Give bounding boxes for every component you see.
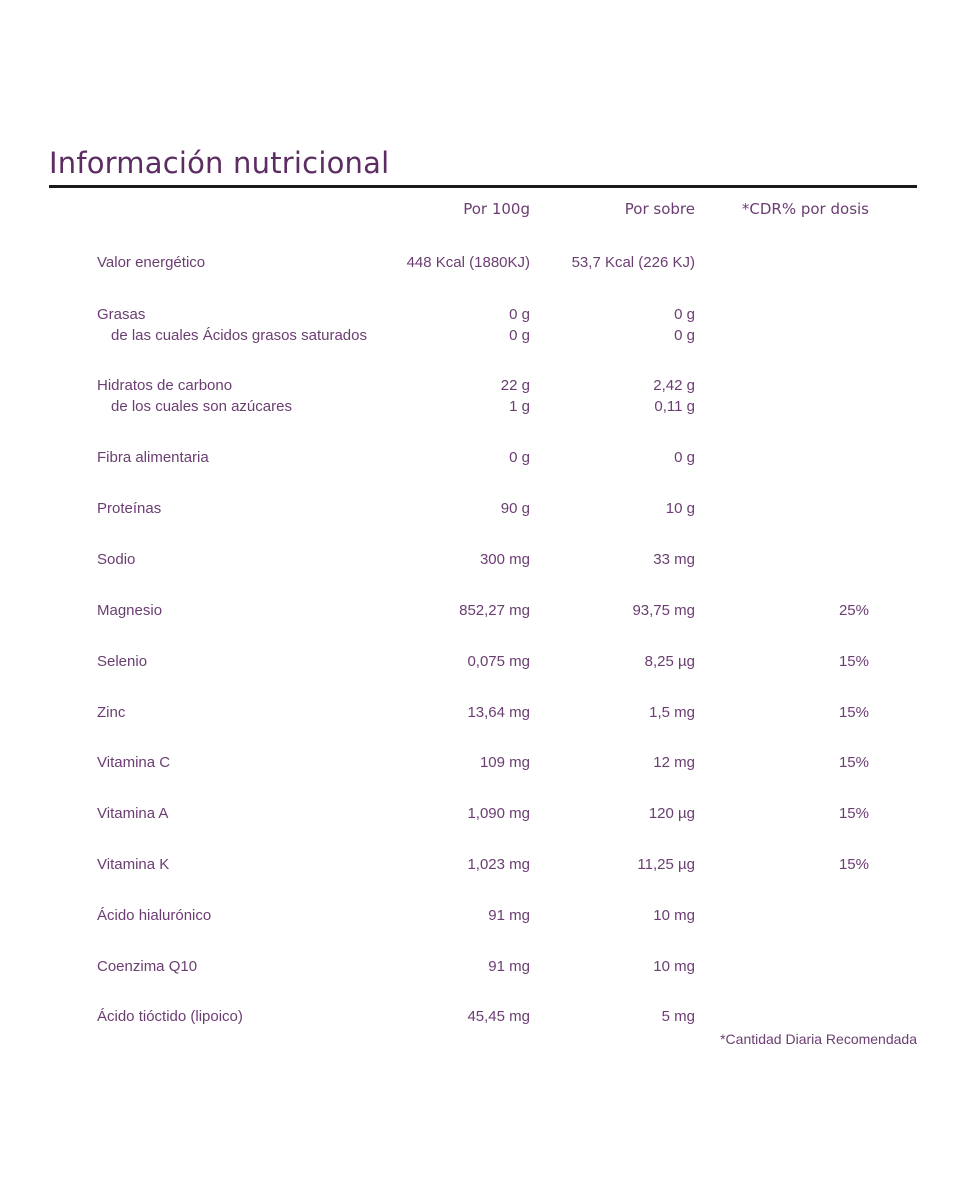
value-per-sachet: 10 g [665,500,695,517]
value-per-sachet: 120 µg [648,805,695,822]
value-per-100g: 13,64 mg [467,704,530,721]
value-cdr: 15% [838,704,869,721]
value-per-sachet: 11,25 µg [637,856,695,873]
nutrient-label: Zinc [97,704,126,721]
column-header-per-100g: Por 100g [463,200,530,218]
column-header-cdr: *CDR% por dosis [741,200,869,218]
nutrient-label: Grasas [97,306,146,323]
value-per-100g: 852,27 mg [459,602,530,619]
sub-value-per-100g: 0 g [509,327,530,344]
value-per-100g: 0 g [509,306,530,323]
value-per-sachet: 12 mg [653,754,695,771]
nutrient-label: Proteínas [97,500,162,517]
nutrient-label: Magnesio [97,602,163,619]
value-cdr: 15% [838,805,869,822]
value-cdr: 15% [838,653,869,670]
nutrient-label: Ácido hialurónico [97,907,212,924]
nutrient-label: Fibra alimentaria [97,449,209,466]
nutrient-label: Vitamina C [97,754,171,771]
value-per-100g: 90 g [500,500,530,517]
nutrient-label: Selenio [97,653,148,670]
sub-value-per-100g: 1 g [509,398,530,415]
value-per-sachet: 33 mg [653,551,695,568]
value-per-100g: 0 g [509,449,530,466]
value-per-100g: 448 Kcal (1880KJ) [406,254,530,271]
value-per-sachet: 10 mg [653,958,695,975]
value-per-sachet: 5 mg [661,1008,695,1025]
sub-value-per-sachet: 0,11 g [654,398,695,415]
value-per-100g: 109 mg [479,754,530,771]
value-per-sachet: 93,75 mg [632,602,695,619]
value-per-100g: 91 mg [488,907,530,924]
nutrient-label: Sodio [97,551,136,568]
value-cdr: 25% [838,602,869,619]
value-cdr: 15% [838,856,869,873]
nutrient-label: Vitamina K [97,856,170,873]
nutrient-label: Coenzima Q10 [97,958,198,975]
nutrient-label: Ácido tióctido (lipoico) [97,1008,243,1025]
sub-nutrient-label: de los cuales son azúcares [111,398,292,415]
value-per-100g: 45,45 mg [467,1008,530,1025]
value-per-sachet: 8,25 µg [644,653,695,670]
footnote: *Cantidad Diaria Recomendada [720,1031,917,1047]
value-per-sachet: 53,7 Kcal (226 KJ) [571,254,695,271]
value-per-100g: 1,023 mg [467,856,530,873]
value-per-100g: 300 mg [479,551,530,568]
value-cdr: 15% [838,754,869,771]
column-header-per-sachet: Por sobre [624,200,695,218]
value-per-sachet: 1,5 mg [649,704,695,721]
value-per-sachet: 0 g [674,306,695,323]
title-divider [49,185,917,188]
value-per-100g: 91 mg [488,958,530,975]
value-per-sachet: 0 g [674,449,695,466]
value-per-100g: 1,090 mg [467,805,530,822]
value-per-sachet: 10 mg [653,907,695,924]
value-per-sachet: 2,42 g [653,377,695,394]
nutrient-label: Valor energético [97,254,206,271]
page-title: Información nutricional [49,146,390,180]
value-per-100g: 0,075 mg [467,653,530,670]
value-per-100g: 22 g [500,377,530,394]
nutrient-label: Vitamina A [97,805,169,822]
sub-nutrient-label: de las cuales Ácidos grasos saturados [111,327,367,344]
sub-value-per-sachet: 0 g [674,327,695,344]
nutrient-label: Hidratos de carbono [97,377,233,394]
